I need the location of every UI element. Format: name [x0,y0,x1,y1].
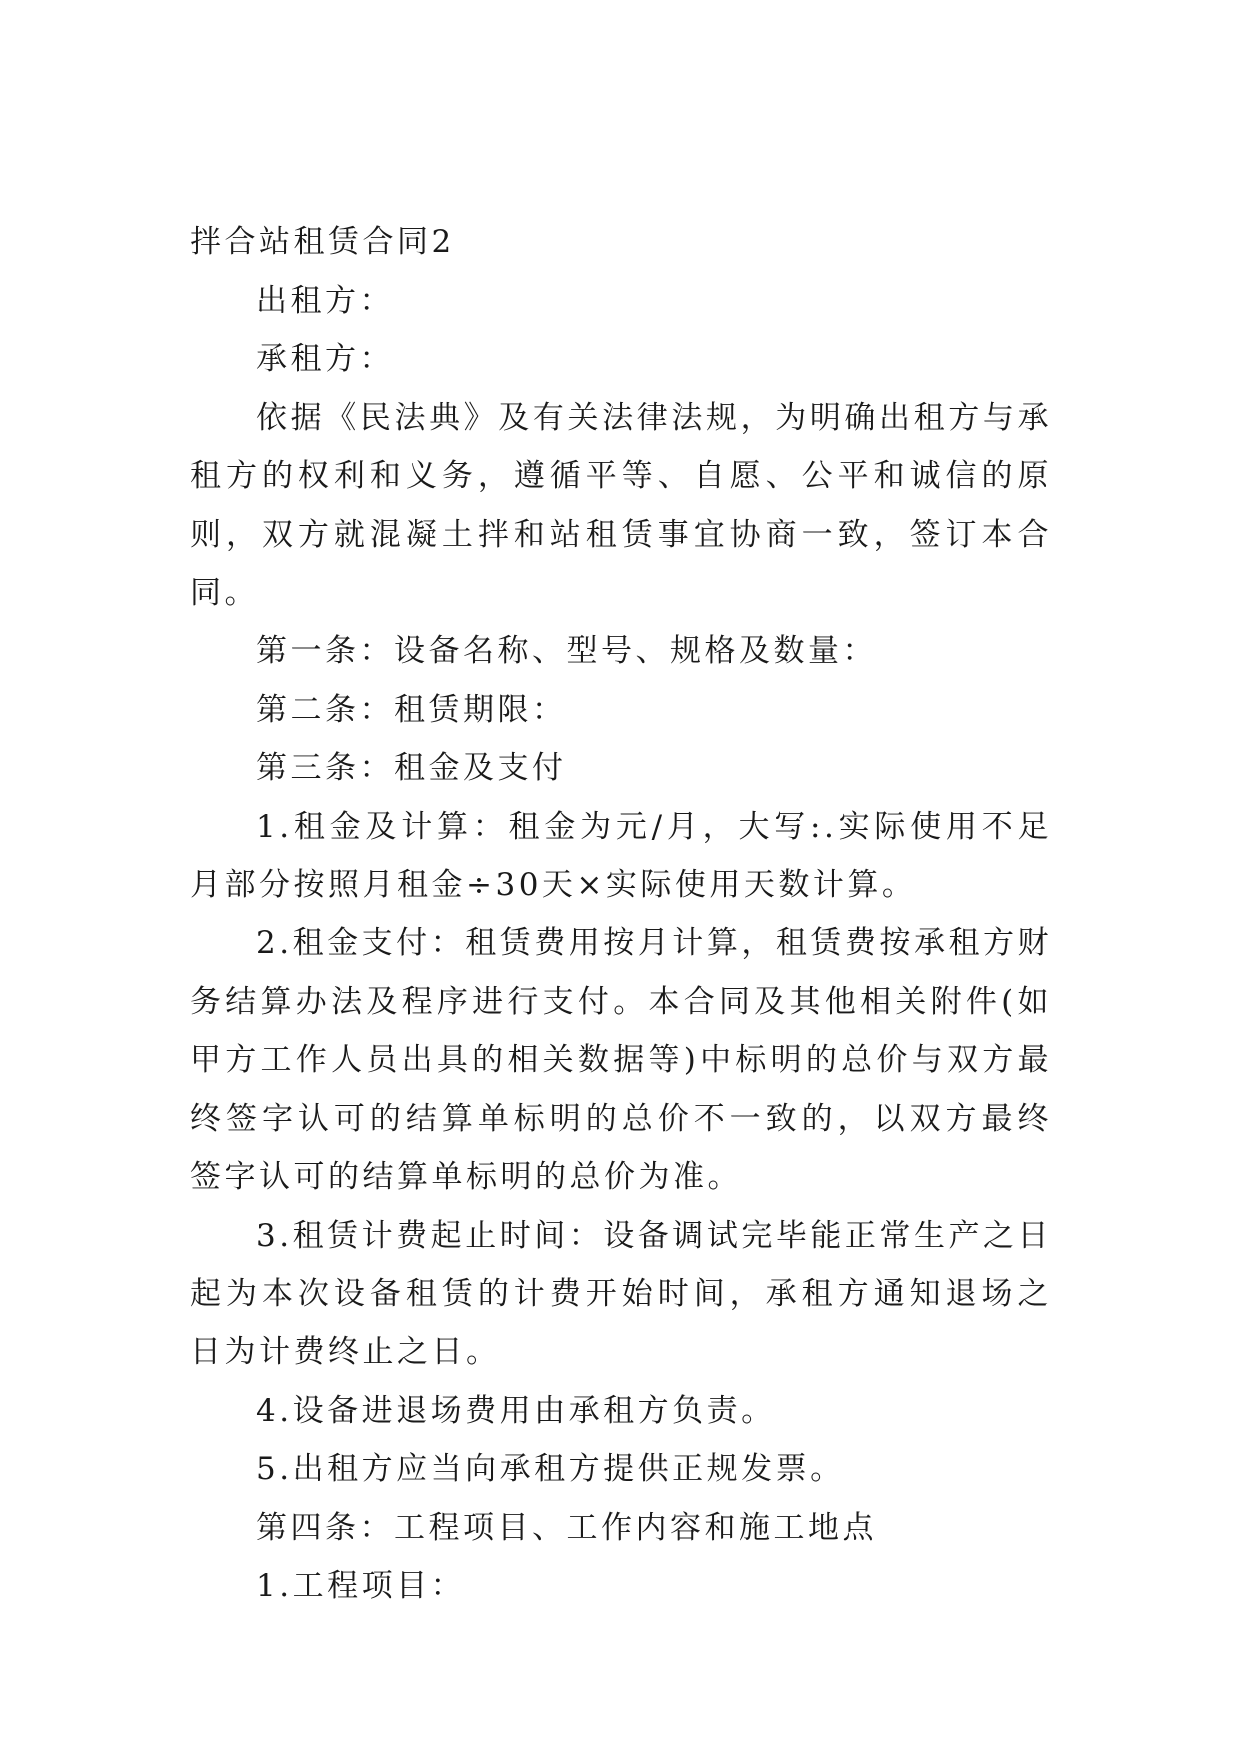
document-title: 拌合站租赁合同2 [190,224,455,260]
paragraph-lessor: 出租方： [256,283,394,319]
document-page [190,212,1052,1615]
paragraph-article-1: 第一条：设备名称、型号、规格及数量： [256,633,877,670]
paragraph-article-4: 第四条：工程项目、工作内容和施工地点 [256,1509,877,1546]
paragraph-clause-3-4: 4.设备进退场费用由承租方负责。 [256,1392,776,1429]
paragraph-article-3: 第三条：租金及支付 [256,750,567,787]
paragraph-clause-3-3: 3.租赁计费起止时间：设备调试完毕能正常生产之日起为本次设备租赁的计费开始时间，承租方通知退场之日为计费终止之日。 [190,1217,1052,1371]
paragraph-clause-3-2: 2.租金支付：租赁费用按月计算，租赁费按承租方财务结算办法及程序进行支付。本合同及其他相关附件(如甲方工作人员出具的相关数据等)中标明的总价与双方最终签字认可的结算单标明的总价不一致的，以双方最终签字认可的结算单标明的总价为准。 [190,925,1052,1196]
paragraph-article-2: 第二条：租赁期限： [256,691,567,728]
paragraph-lessee: 承租方： [256,341,394,378]
paragraph-clause-4-1: 1.工程项目： [256,1567,466,1604]
paragraph-clause-3-1: 1.租金及计算：租金为元/月，大写:.实际使用不足月部分按照月租金÷30天×实际使用天数计算。 [190,808,1052,904]
paragraph-preamble: 依据《民法典》及有关法律法规，为明确出租方与承租方的权利和义务，遵循平等、自愿、公平和诚信的原则，双方就混凝土拌和站租赁事宜协商一致，签订本合同。 [190,399,1052,612]
paragraph-clause-3-5: 5.出租方应当向承租方提供正规发票。 [256,1451,845,1488]
